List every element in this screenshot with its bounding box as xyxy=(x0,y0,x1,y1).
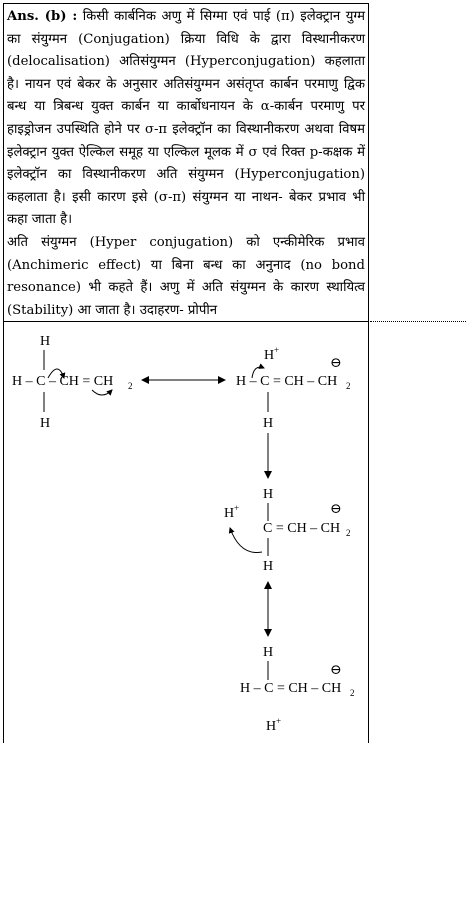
s3-h-plus: H xyxy=(224,506,235,521)
s1-h-bottom: H xyxy=(40,416,51,431)
structure-3 xyxy=(224,487,351,574)
s3-subscript: 2 xyxy=(346,528,351,538)
s3-plus: + xyxy=(234,503,240,513)
answer-label: Ans. (b) : xyxy=(7,9,78,24)
s4-h-plus: H xyxy=(266,719,277,734)
s1-h-top: H xyxy=(40,334,51,349)
s4-plus: + xyxy=(276,716,282,726)
answer-paragraph-2: अति संयुग्मन (Hyper conjugation) को एन्कीमेरिक प्रभाव (Anchimeric effect) या बिना बन्ध का अनुनाद (no bond resonance) भी कहते हैं। अणु में अति संयुग्मन के कारण स्थायित्व (Stability) आ जाता है। उदाहरण- प्रोपीन xyxy=(7,234,365,318)
structure-2 xyxy=(236,345,351,431)
s2-h-plus: H xyxy=(264,348,275,363)
s1-curved-arrow-2 xyxy=(92,390,112,395)
s1-subscript: 2 xyxy=(128,381,133,391)
s2-plus: + xyxy=(274,345,280,355)
s3-h-bottom: H xyxy=(263,559,274,574)
s1-main-chain: H – C – CH = CH xyxy=(12,374,114,389)
s3-h-top: H xyxy=(263,487,274,502)
s2-main-chain: H – C = CH – CH xyxy=(236,374,338,389)
s2-subscript: 2 xyxy=(346,381,351,391)
s2-h-bottom: H xyxy=(263,416,274,431)
s4-main-chain: H – C = CH – CH xyxy=(240,681,342,696)
s3-main-chain: C = CH – CH xyxy=(263,521,341,536)
structure-propene xyxy=(12,334,133,431)
s4-h-top: H xyxy=(263,645,274,660)
structure-4 xyxy=(240,645,355,734)
s2-minus-sign: ⊖ xyxy=(330,356,342,371)
s4-subscript: 2 xyxy=(350,688,355,698)
s3-curved-arrow xyxy=(230,528,262,553)
s3-minus-sign: ⊖ xyxy=(330,502,342,517)
answer-text-1: किसी कार्बनिक अणु में सिग्मा एवं पाई (π) इलेक्ट्रान युग्म का संयुग्मन (Conjugation) क्रिया विधि के द्वारा विस्थानीकरण (delocalisation) अतिसंयुग्मन (Hyperconjugation) कहलाता है। नायन एवं बेकर के अनुसार अतिसंयुग्मन असंतृप्त कार्बन परमाणु द्विक बन्ध या त्रिबन्ध युक्त कार्बन या कार्बोधनायन के α-कार्बन परमाणु पर हाइड्रोजन उपस्थिति होने पर σ-π इलेक्ट्रॉन का विस्थानीकरण अथवा विषम इलेक्ट्रान युक्त ऐल्किल समूह या एल्किल मूलक में σ एवं रिक्त p-कक्षक में इलेक्ट्रॉन का विस्थानीकरण अति संयुग्मन (Hyperconjugation) कहलाता है। इसी कारण इसे (σ-π) संयुग्मन या नाथन- बेकर प्रभाव भी कहा जाता है। xyxy=(7,9,365,228)
s4-minus-sign: ⊖ xyxy=(330,663,342,678)
